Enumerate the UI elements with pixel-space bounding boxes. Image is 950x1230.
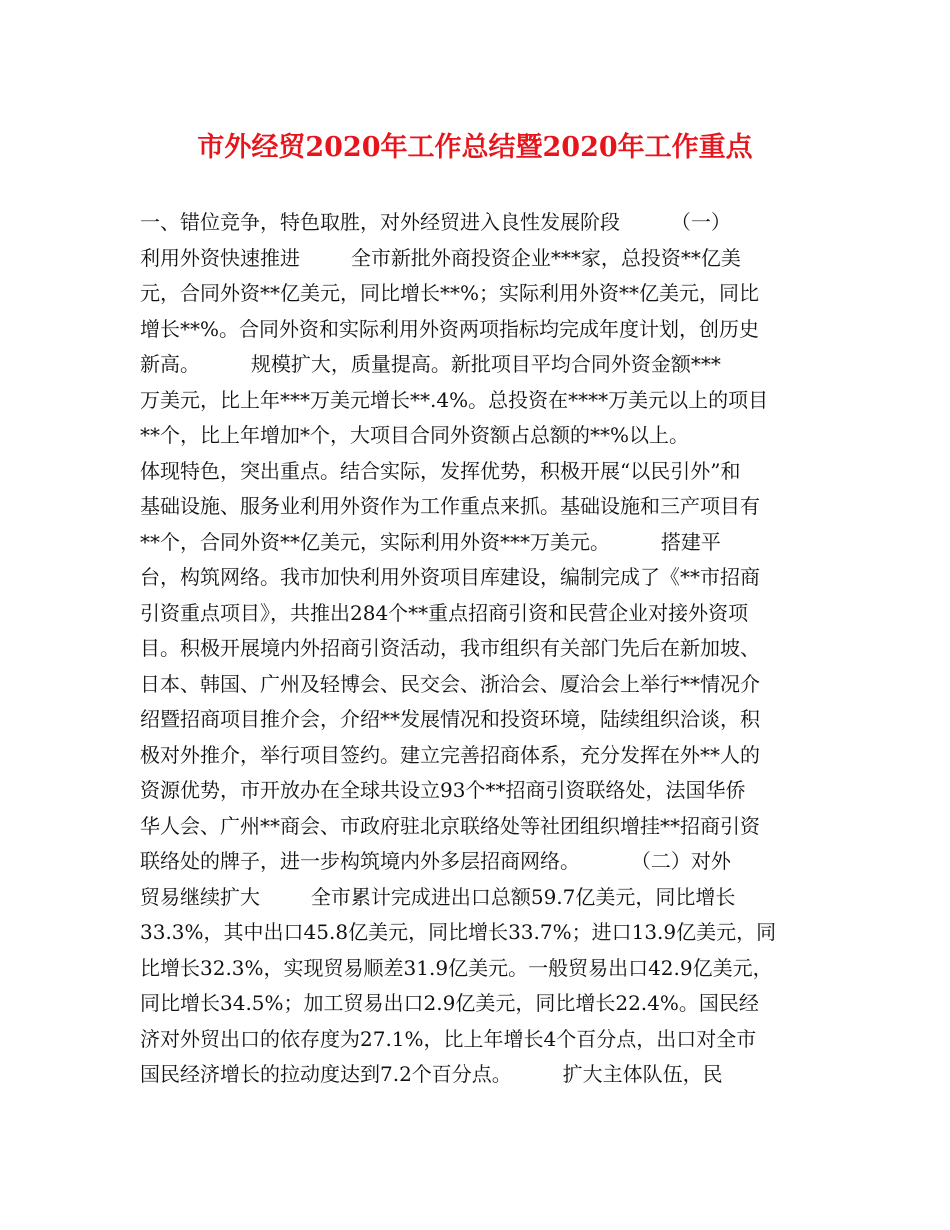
body-line: 比增长32.3%，实现贸易顺差31.9亿美元。一般贸易出口42.9亿美元， [140, 955, 773, 980]
body-line: **个，合同外资**亿美元，实际利用外资***万美元。 搭建平 [140, 529, 721, 554]
body-line: **个，比上年增加*个，大项目合同外资额占总额的**%以上。 [140, 423, 690, 447]
body-line: 同比增长34.5%；加工贸易出口2.9亿美元，同比增长22.4%。国民经 [140, 991, 759, 1015]
body-line: 华人会、广州**商会、市政府驻北京联络处等社团组织增挂**招商引资 [140, 813, 760, 838]
body-line: 联络处的牌子，进一步构筑境内外多层招商网络。 （二）对外 [140, 849, 731, 873]
document-title: 市外经贸2020年工作总结暨2020年工作重点 [197, 132, 753, 163]
body-line: 元，合同外资**亿美元，同比增长**%；实际利用外资**亿美元，同比 [140, 281, 760, 305]
body-line: 新高。 规模扩大，质量提高。新批项目平均合同外资金额*** [140, 352, 721, 376]
body-line: 台，构筑网络。我市加快利用外资项目库建设，编制完成了《**市招商 [140, 565, 760, 589]
body-line: 万美元，比上年***万美元增长**.4%。总投资在****万美元以上的项目 [140, 387, 769, 412]
body-line: 基础设施、服务业利用外资作为工作重点来抓。基础设施和三产项目有 [140, 494, 760, 518]
body-line: 增长**%。合同外资和实际利用外资两项指标均完成年度计划，创历史 [140, 316, 760, 341]
body-line: 日本、韩国、广州及轻博会、民交会、浙洽会、厦洽会上举行**情况介 [140, 671, 760, 696]
body-line: 济对外贸出口的依存度为27.1%，比上年增长4个百分点，出口对全市 [140, 1026, 757, 1051]
body-line: 一、错位竞争，特色取胜，对外经贸进入良性发展阶段 （一） [140, 210, 731, 234]
body-line: 33.3%，其中出口45.8亿美元，同比增长33.7%；进口13.9亿美元，同 [140, 920, 777, 944]
body-line: 资源优势，市开放办在全球共设立93个**招商引资联络处，法国华侨 [140, 778, 746, 802]
body-line: 目。积极开展境内外招商引资活动，我市组织有关部门先后在新加坡、 [140, 636, 760, 660]
body-line: 引资重点项目》，共推出284个**重点招商引资和民营企业对接外资项 [140, 600, 749, 625]
body-line: 国民经济增长的拉动度达到7.2个百分点。 扩大主体队伍，民 [140, 1062, 723, 1086]
document-body [140, 205, 830, 1093]
body-line: 体现特色，突出重点。结合实际，发挥优势，积极开展“以民引外”和 [140, 458, 741, 483]
body-line: 利用外资快速推进 全市新批外商投资企业***家，总投资**亿美 [140, 245, 741, 270]
body-line: 极对外推介，举行项目签约。建立完善招商体系，充分发挥在外**人的 [140, 742, 760, 767]
body-line: 绍暨招商项目推介会，介绍**发展情况和投资环境，陆续组织洽谈，积 [140, 707, 760, 731]
body-line: 贸易继续扩大 全市累计完成进出口总额59.7亿美元，同比增长 [140, 884, 736, 909]
